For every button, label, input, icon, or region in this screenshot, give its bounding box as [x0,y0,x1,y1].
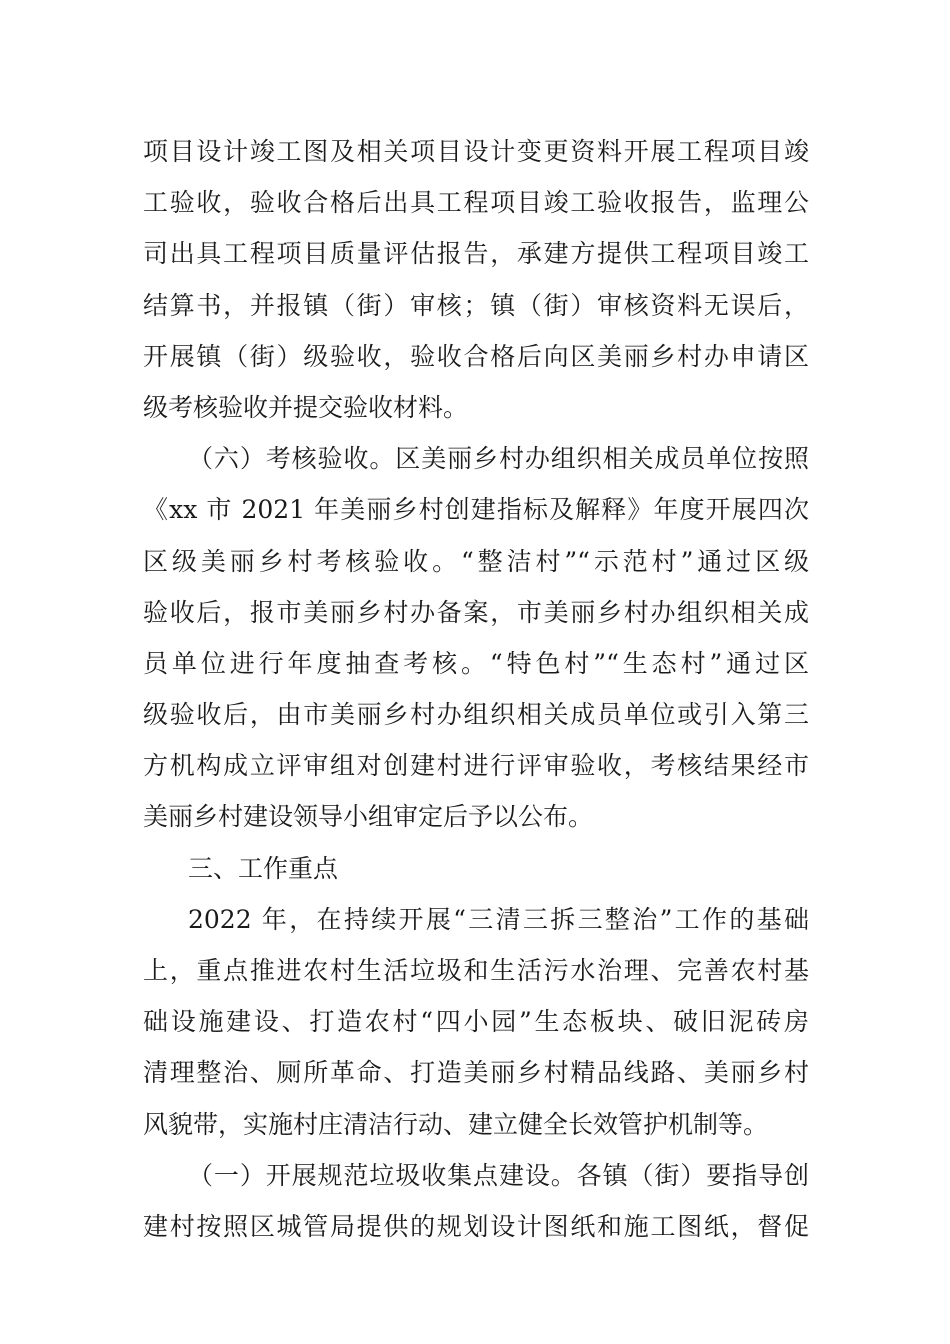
text-line: 风貌带，实施村庄清洁行动、建立健全长效管护机制等。 [143,1109,769,1139]
text-line: 区级美丽乡村考核验收。“整洁村”“示范村”通过区级 [143,546,809,576]
text-line: 美丽乡村建设领导小组审定后予以公布。 [143,802,594,832]
text-line: 司出具工程项目质量评估报告，承建方提供工程项目竣工 [143,239,809,269]
text-line: 2022 年，在持续开展“三清三拆三整治”工作的基础 [188,904,809,934]
text-line: 建村按照区城管局提供的规划设计图纸和施工图纸，督促 [143,1211,809,1241]
text-line: 工验收，验收合格后出具工程项目竣工验收报告，监理公 [143,188,809,218]
text-line: 上，重点推进农村生活垃圾和生活污水治理、完善农村基 [143,956,809,985]
text-line: （六）考核验收。区美丽乡村办组织相关成员单位按照 [188,444,809,474]
text-line: （一）开展规范垃圾收集点建设。各镇（街）要指导创 [188,1160,809,1190]
text-line: 开展镇（街）级验收，验收合格后向区美丽乡村办申请区 [143,341,809,371]
text-line: 项目设计竣工图及相关项目设计变更资料开展工程项目竣 [143,137,809,166]
text-line: 员单位进行年度抽查考核。“特色村”“生态村”通过区 [143,648,809,678]
text-line: 础设施建设、打造农村“四小园”生态板块、破旧泥砖房 [143,1007,809,1037]
text-line: 《xx 市 2021 年美丽乡村创建指标及解释》年度开展四次 [143,495,809,525]
text-line: 验收后，报市美丽乡村办备案，市美丽乡村办组织相关成 [143,597,809,627]
section-heading: 三、工作重点 [188,853,339,883]
text-line: 级考核验收并提交验收材料。 [143,392,469,422]
text-line: 方机构成立评审组对创建村进行评审验收，考核结果经市 [143,751,809,781]
text-line: 级验收后，由市美丽乡村办组织相关成员单位或引入第三 [143,700,809,730]
text-line: 清理整治、厕所革命、打造美丽乡村精品线路、美丽乡村 [143,1058,809,1088]
text-line: 结算书，并报镇（街）审核；镇（街）审核资料无误后， [143,290,809,320]
document-body [143,126,809,1252]
